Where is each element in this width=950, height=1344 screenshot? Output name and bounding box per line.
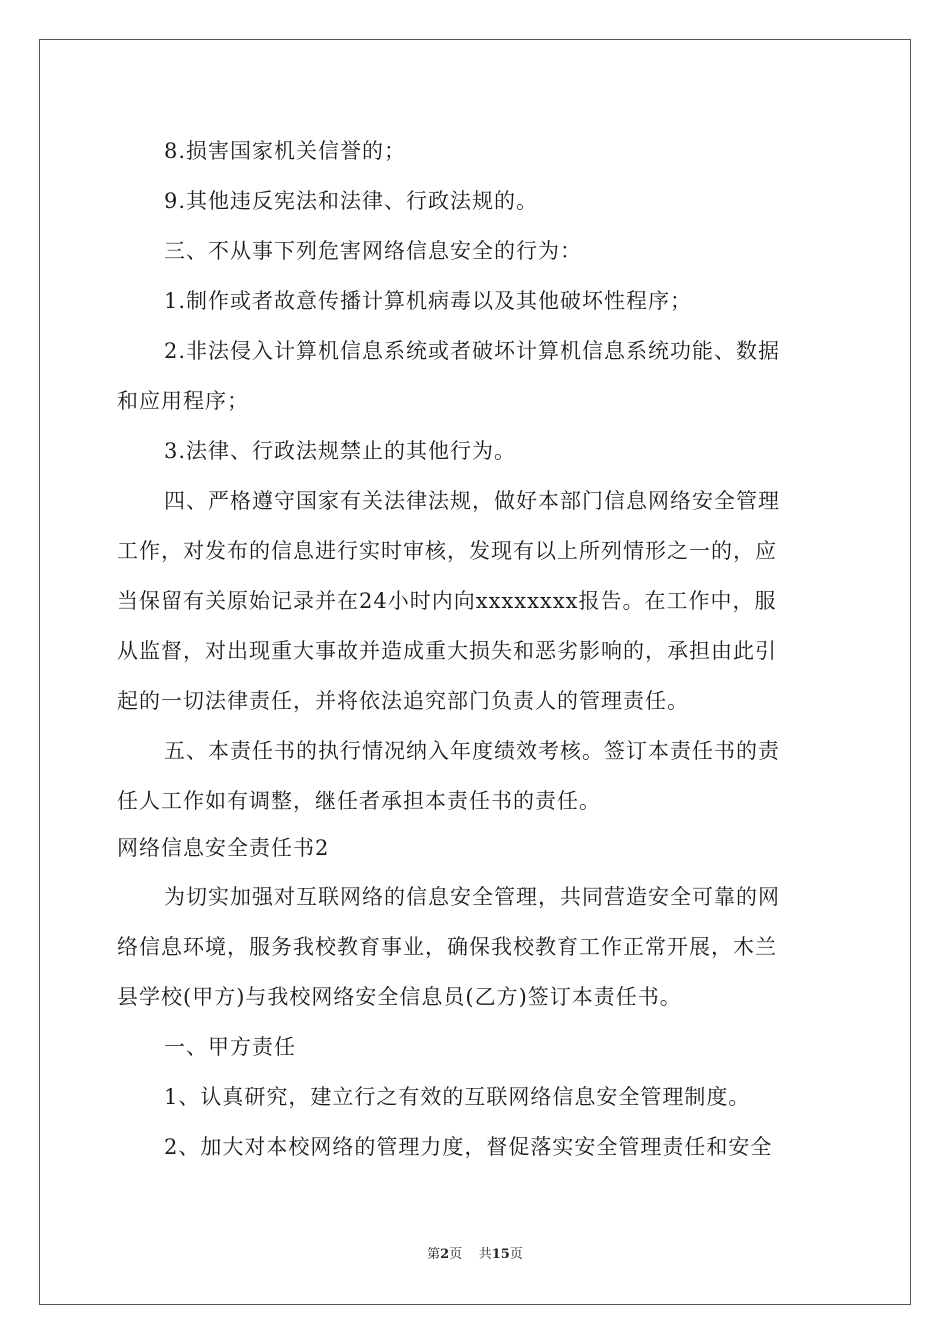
section-heading: 网络信息安全责任书2 bbox=[117, 836, 330, 860]
footer-page-number: 2 bbox=[440, 1247, 450, 1262]
paragraph-line: 为切实加强对互联网络的信息安全管理，共同营造安全可靠的网 bbox=[164, 885, 780, 909]
footer-total-prefix: 共 bbox=[478, 1247, 492, 1262]
paragraph-line: 2、加大对本校网络的管理力度，督促落实安全管理责任和安全 bbox=[164, 1135, 773, 1159]
paragraph-line: 当保留有关原始记录并在24小时内向xxxxxxxx报告。在工作中，服 bbox=[117, 589, 777, 613]
paragraph-line: 和应用程序； bbox=[117, 389, 249, 413]
paragraph-line: 8.损害国家机关信誉的； bbox=[164, 139, 407, 163]
paragraph-line: 9.其他违反宪法和法律、行政法规的。 bbox=[164, 189, 539, 213]
paragraph-line: 1、认真研究，建立行之有效的互联网络信息安全管理制度。 bbox=[164, 1085, 751, 1109]
paragraph-line: 三、不从事下列危害网络信息安全的行为： bbox=[164, 239, 582, 263]
paragraph-line: 五、本责任书的执行情况纳入年度绩效考核。签订本责任书的责 bbox=[164, 739, 780, 763]
footer-prefix: 第 bbox=[427, 1247, 441, 1262]
paragraph-line: 工作，对发布的信息进行实时审核，发现有以上所列情形之一的，应 bbox=[117, 539, 777, 563]
paragraph-line: 3.法律、行政法规禁止的其他行为。 bbox=[164, 439, 517, 463]
paragraph-line: 从监督，对出现重大事故并造成重大损失和恶劣影响的，承担由此引 bbox=[117, 639, 777, 663]
paragraph-line: 1.制作或者故意传播计算机病毒以及其他破坏性程序； bbox=[164, 289, 693, 313]
paragraph-line: 任人工作如有调整，继任者承担本责任书的责任。 bbox=[117, 789, 601, 813]
paragraph-line: 起的一切法律责任，并将依法追究部门负责人的管理责任。 bbox=[117, 689, 689, 713]
footer-page-suffix: 页 bbox=[449, 1247, 463, 1262]
page-footer bbox=[0, 1246, 950, 1264]
paragraph-line: 四、严格遵守国家有关法律法规，做好本部门信息网络安全管理 bbox=[164, 489, 780, 513]
footer-total-pages: 15 bbox=[491, 1247, 510, 1262]
page-border bbox=[39, 39, 911, 1305]
paragraph-line: 县学校(甲方)与我校网络安全信息员(乙方)签订本责任书。 bbox=[117, 985, 682, 1009]
paragraph-line: 2.非法侵入计算机信息系统或者破坏计算机信息系统功能、数据 bbox=[164, 339, 781, 363]
paragraph-line: 络信息环境，服务我校教育事业，确保我校教育工作正常开展，木兰 bbox=[117, 935, 777, 959]
footer-total-suffix: 页 bbox=[509, 1247, 523, 1262]
paragraph-line: 一、甲方责任 bbox=[164, 1035, 296, 1059]
